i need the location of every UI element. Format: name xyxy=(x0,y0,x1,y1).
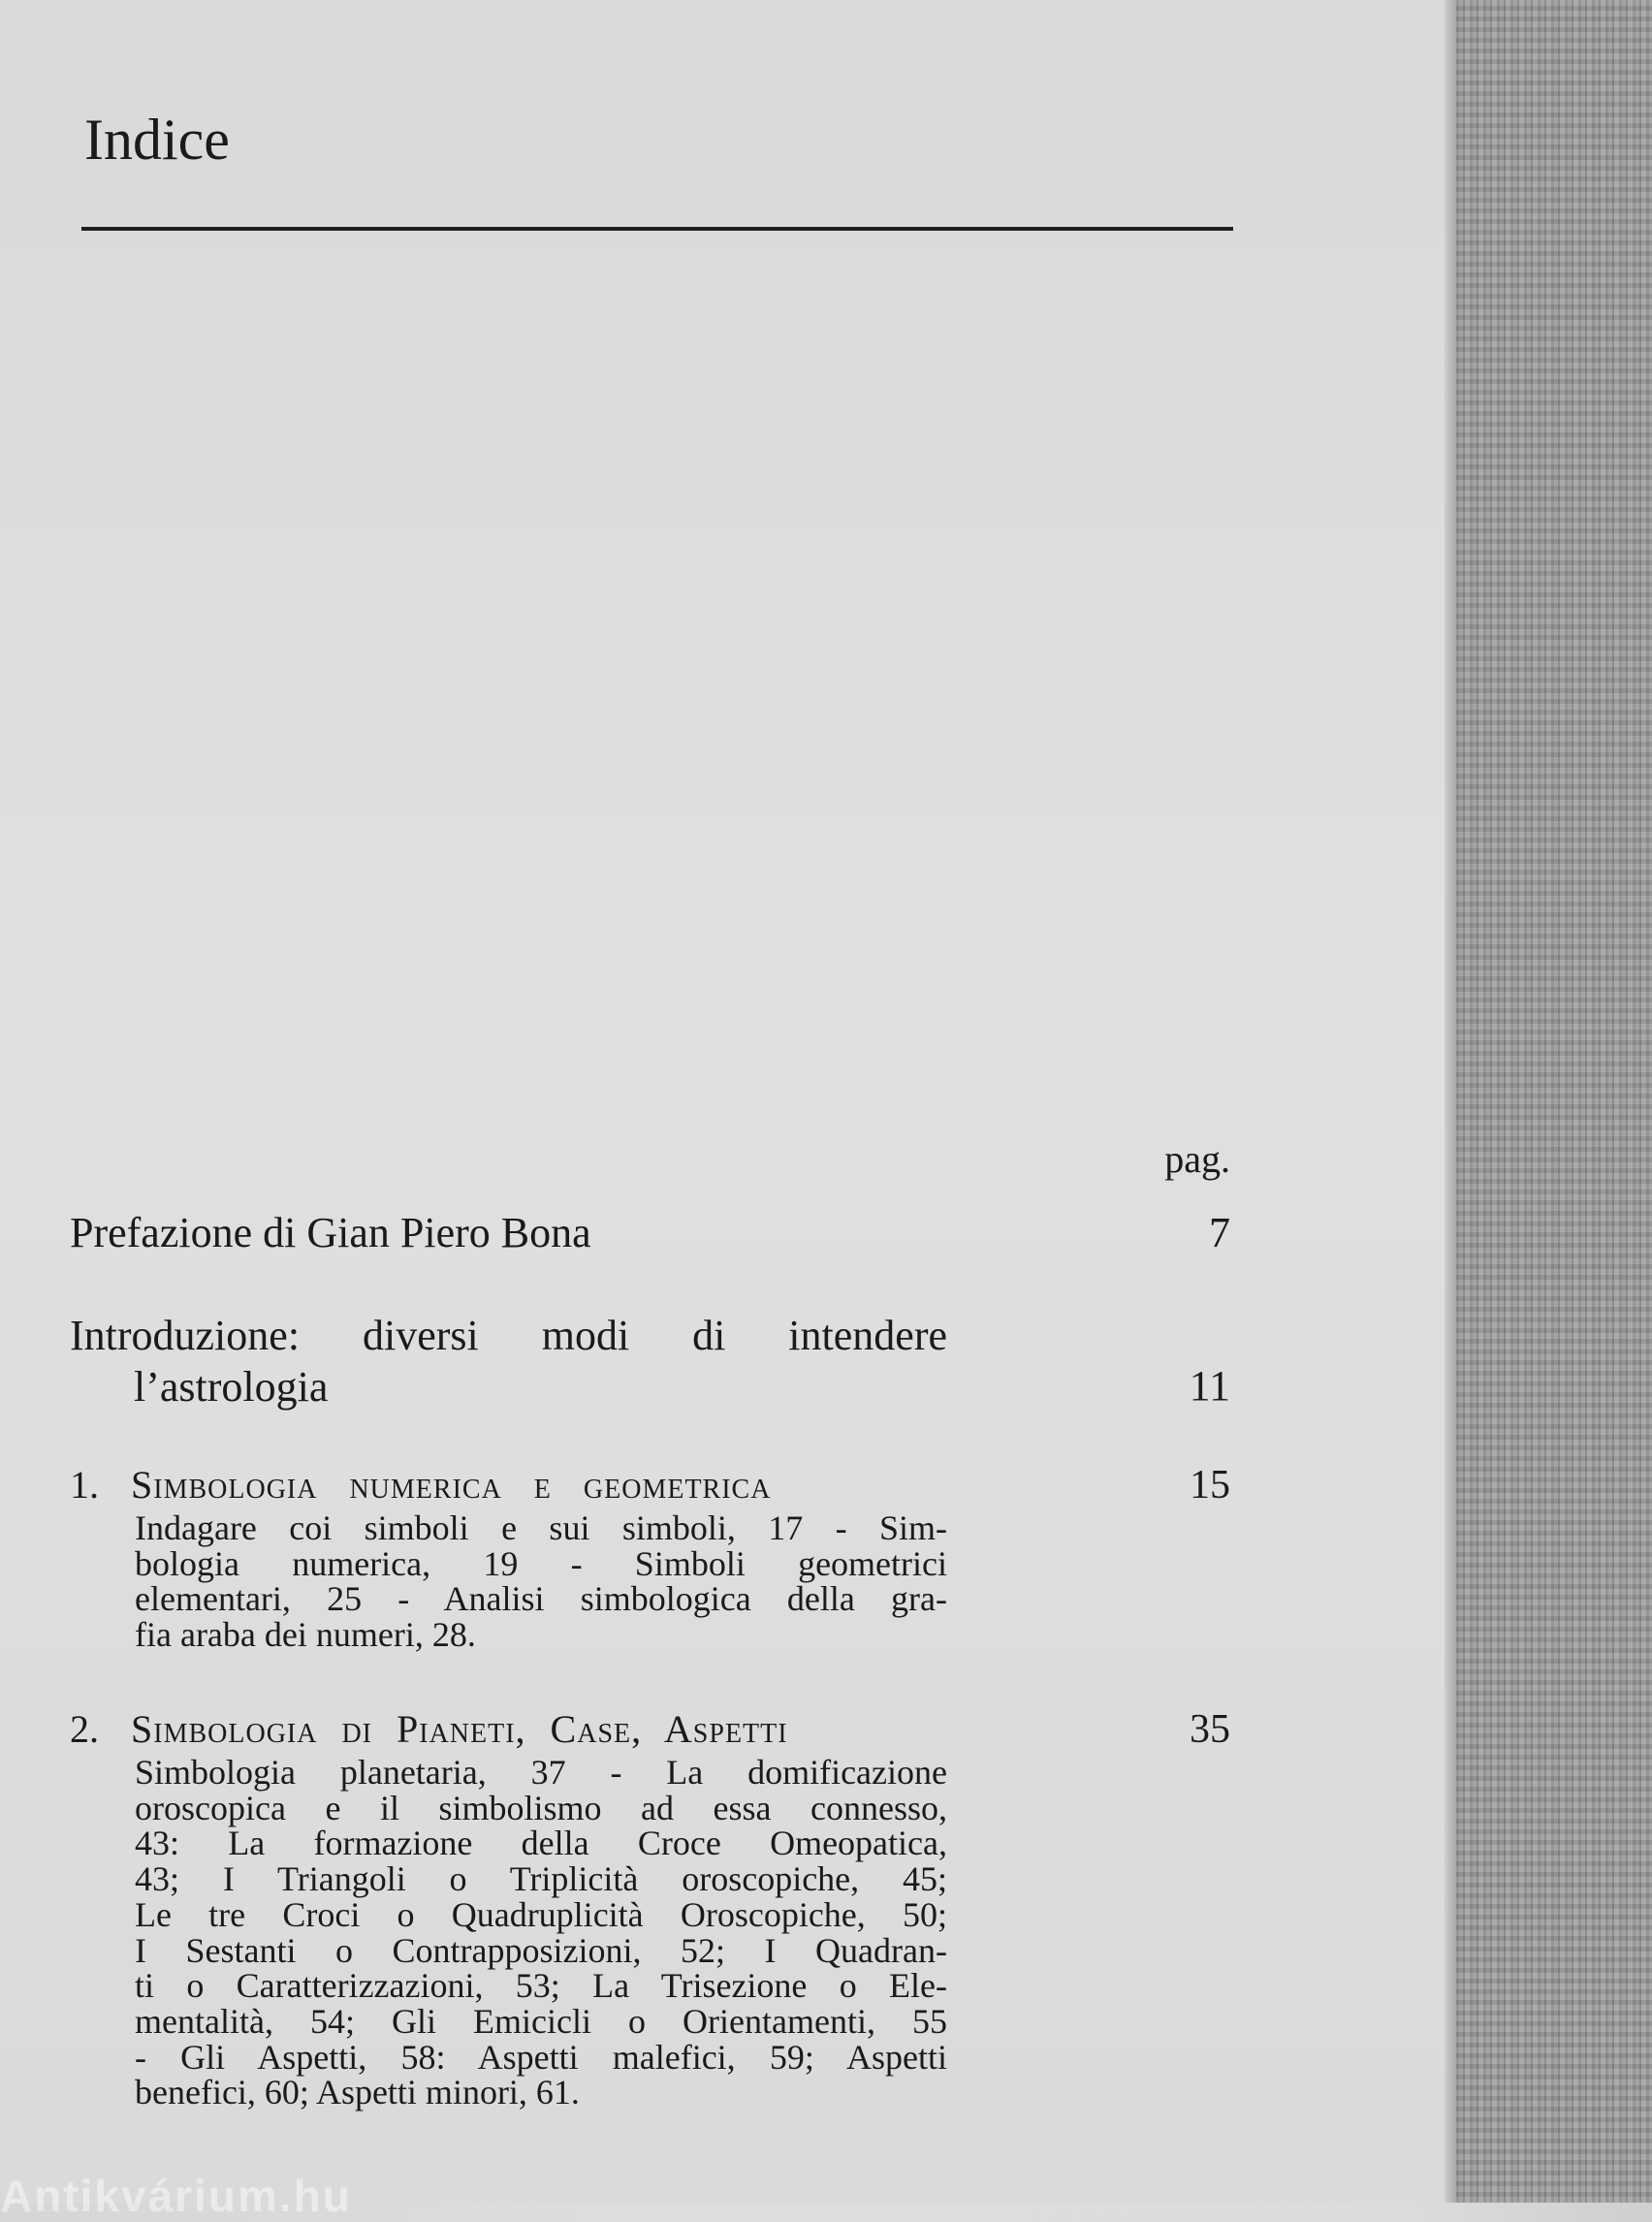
chapter-page: 35 xyxy=(1190,1707,1230,1752)
title-rule xyxy=(81,227,1233,231)
summary-line: Le tre Croci o Quadruplicità Oroscopiche, 50; xyxy=(135,1894,947,1934)
summary-line: Indagare coi simboli e sui simboli, 17 - Sim- xyxy=(135,1508,947,1547)
summary-line: bologia numerica, 19 - Simboli geometrici xyxy=(135,1543,947,1583)
page-column-label: pag. xyxy=(1164,1137,1230,1181)
background-surface xyxy=(1456,0,1652,2203)
page-title: Indice xyxy=(84,108,230,172)
toc-entry-introduzione xyxy=(70,1311,1230,1412)
summary-line: oroscopica e il simbolismo ad essa connesso, xyxy=(135,1788,947,1827)
summary-line: 43: La formazione della Croce Omeopatica, xyxy=(135,1824,947,1863)
entry-page: 7 xyxy=(1209,1209,1230,1256)
summary-line: mentalità, 54; Gli Emicicli o Orientamenti, 55 xyxy=(135,2001,947,2041)
entry-title: Prefazione di Gian Piero Bona xyxy=(70,1209,591,1256)
chapter-number: 2. xyxy=(70,1707,99,1751)
chapter-summary xyxy=(135,1510,947,1653)
summary-line: Simbologia planetaria, 37 - La domificazione xyxy=(135,1753,947,1792)
chapter-heading: Simbologia numerica e geometrica xyxy=(131,1463,772,1507)
page-edge xyxy=(1445,0,1456,2203)
chapter-summary xyxy=(135,1755,947,2111)
toc-entry-prefazione xyxy=(70,1208,1230,1257)
summary-line: I Sestanti o Contrapposizioni, 52; I Quadran- xyxy=(135,1930,947,1970)
entry-title-line: Introduzione: diversi modi di intendere xyxy=(70,1312,947,1359)
summary-line: ti o Caratterizzazioni, 53; La Trisezione o Ele- xyxy=(135,1966,947,2006)
chapter-heading: Simbologia di Pianeti, Case, Aspetti xyxy=(131,1707,788,1751)
entry-page: 11 xyxy=(1189,1362,1230,1410)
summary-line: - Gli Aspetti, 58: Aspetti malefici, 59; Aspetti xyxy=(135,2037,947,2077)
chapter-page: 15 xyxy=(1190,1463,1230,1508)
summary-line: 43; I Triangoli o Triplicità oroscopiche, 45; xyxy=(135,1859,947,1899)
summary-line: elementari, 25 - Analisi simbologica della gra- xyxy=(135,1579,947,1619)
entry-title-line: l’astrologia xyxy=(134,1363,329,1411)
summary-line: fia araba dei numeri, 28. xyxy=(135,1615,476,1655)
chapter-number: 1. xyxy=(70,1463,99,1507)
summary-line: benefici, 60; Aspetti minori, 61. xyxy=(135,2073,580,2112)
watermark: Antikvárium.hu xyxy=(0,2171,352,2221)
